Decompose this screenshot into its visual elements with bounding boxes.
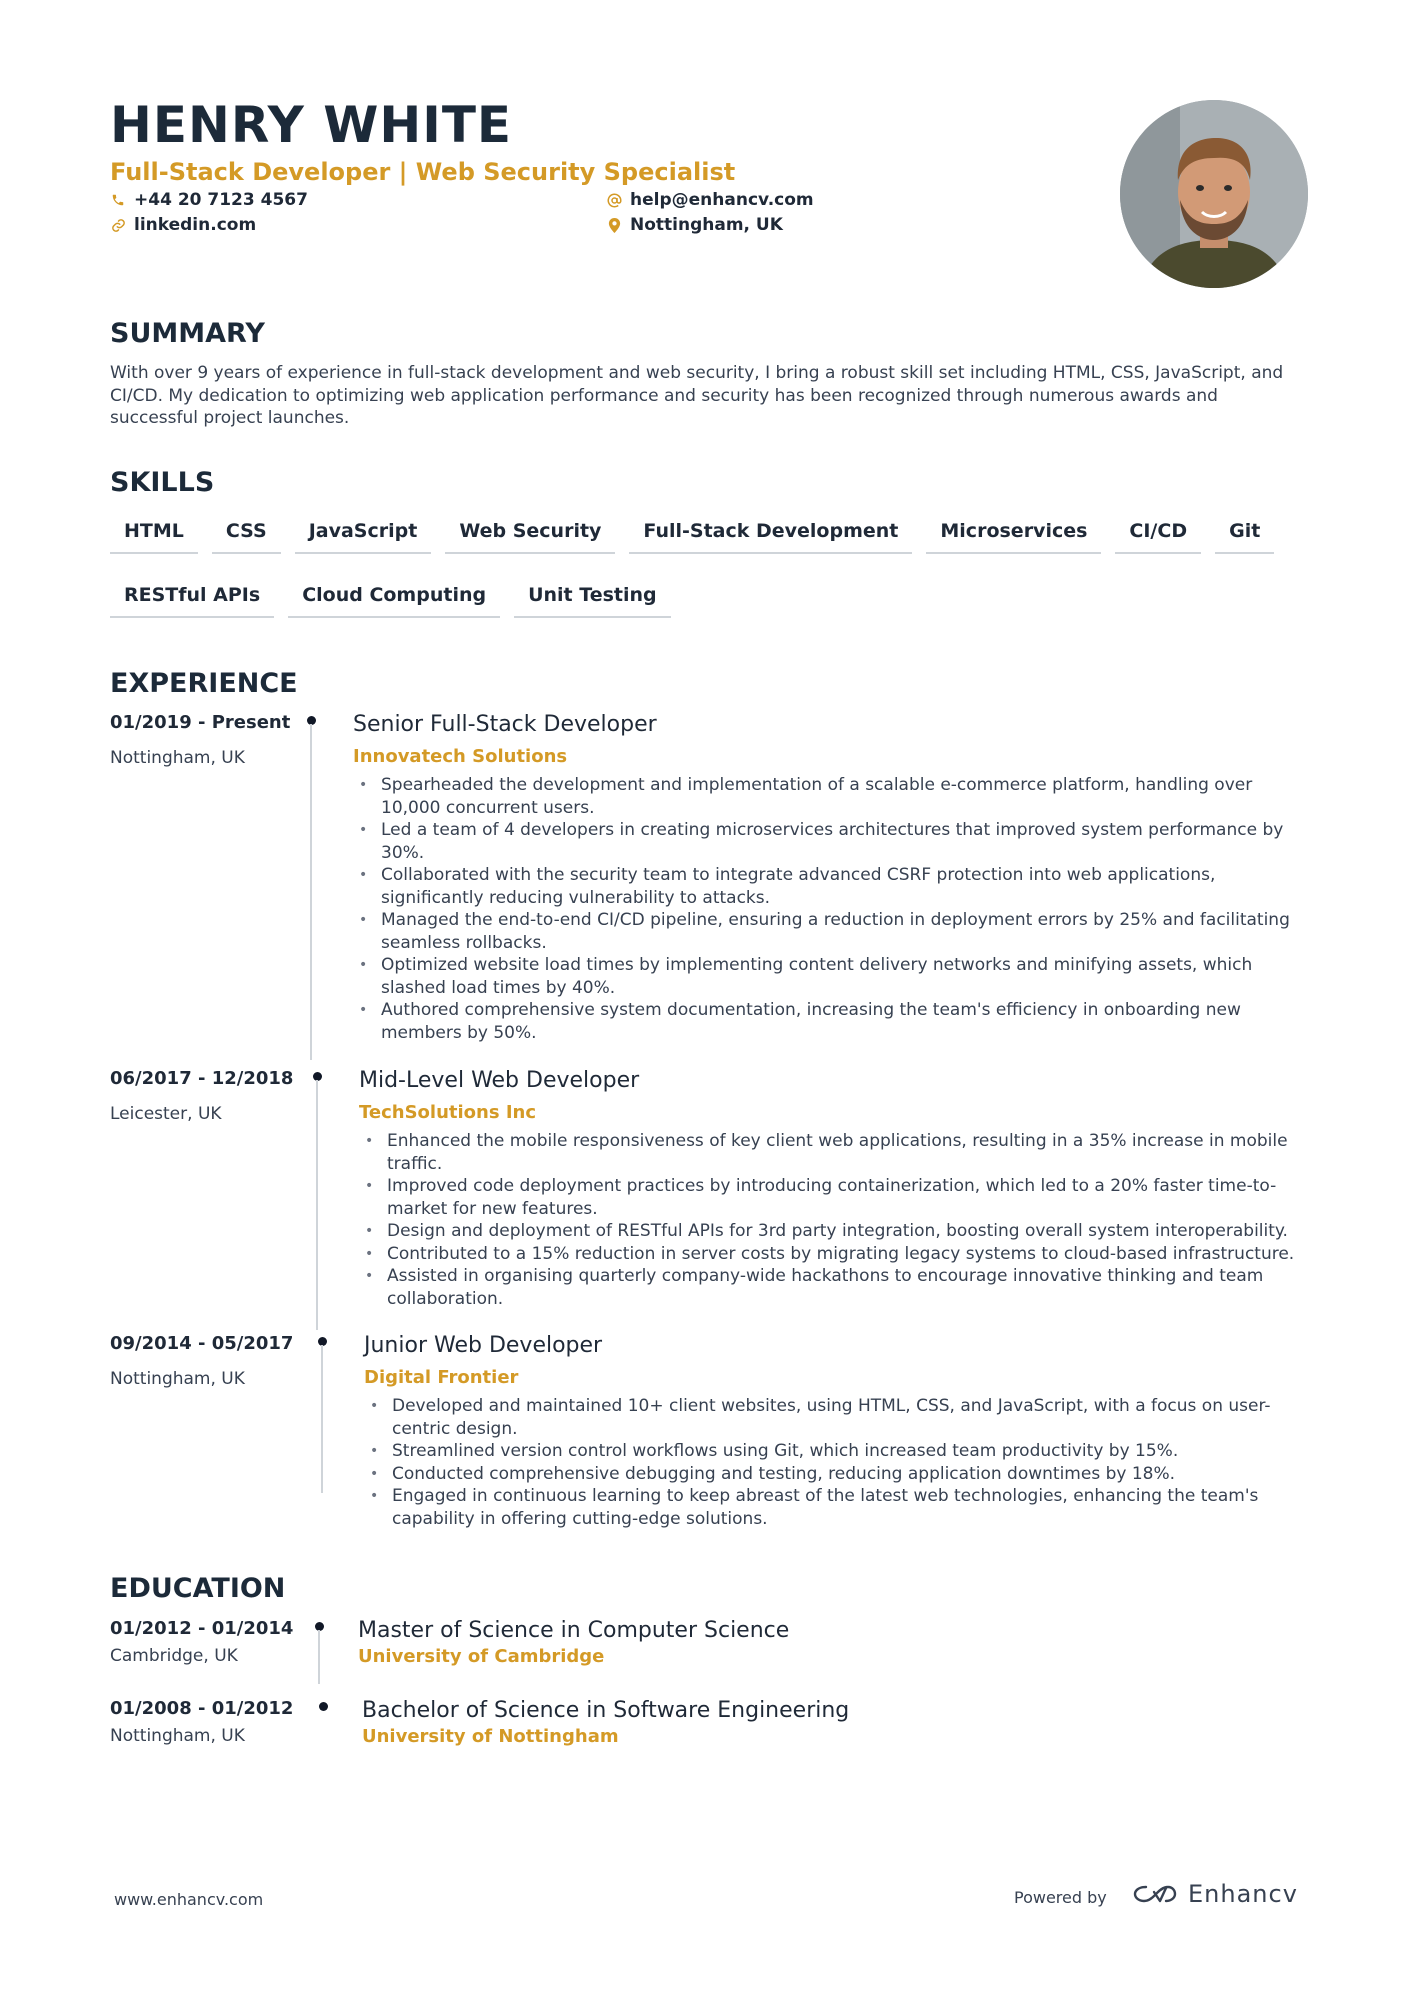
- timeline-line: [321, 1345, 323, 1493]
- skills-list: [110, 510, 1300, 618]
- entry-role: Junior Web Developer: [364, 1333, 603, 1358]
- bullet-item: • Improved code deployment practices by introducing containerization, which led to a 20% faster time-to-market for new features.: [359, 1175, 1303, 1220]
- enhancv-logo[interactable]: [1132, 1880, 1298, 1908]
- entry-degree: Master of Science in Computer Science: [358, 1618, 790, 1643]
- entry-role: Senior Full-Stack Developer: [353, 712, 657, 737]
- bullet-item: • Enhanced the mobile responsiveness of key client web applications, resulting in a 35% increase in mobile traffic.: [359, 1130, 1303, 1175]
- skill-tag: Web Security: [445, 510, 615, 554]
- email-text[interactable]: help@enhancv.com: [630, 190, 814, 210]
- entry-school: University of Nottingham: [362, 1726, 619, 1747]
- bullet-item: • Authored comprehensive system documentation, increasing the team's efficiency in onboarding new members by 50%.: [353, 999, 1303, 1044]
- bullet-item: • Spearheaded the development and implementation of a scalable e-commerce platform, handling over 10,000 concurrent users.: [353, 774, 1303, 819]
- entry-bullets: [364, 1395, 1303, 1530]
- entry-degree: Bachelor of Science in Software Engineering: [362, 1698, 850, 1723]
- entry-date: 09/2014 - 05/2017: [110, 1333, 294, 1354]
- skill-tag: JavaScript: [295, 510, 432, 554]
- bullet-item: • Streamlined version control workflows using Git, which increased team productivity by 15%.: [364, 1440, 1303, 1463]
- bullet-item: • Developed and maintained 10+ client websites, using HTML, CSS, and JavaScript, with a focus on user-centric design.: [364, 1395, 1303, 1440]
- entry-bullets: [359, 1130, 1303, 1310]
- footer-powered-by: Powered by: [1014, 1888, 1107, 1907]
- skill-tag: RESTful APIs: [110, 574, 274, 618]
- location-pin-icon: [606, 217, 622, 233]
- skill-tag: CI/CD: [1115, 510, 1201, 554]
- skill-tag: HTML: [110, 510, 198, 554]
- bullet-item: • Collaborated with the security team to integrate advanced CSRF protection into web applications, significantly reducing vulnerability to attacks.: [353, 864, 1303, 909]
- skill-tag: Full-Stack Development: [629, 510, 912, 554]
- bullet-item: • Led a team of 4 developers in creating microservices architectures that improved system performance by 30%.: [353, 819, 1303, 864]
- entry-bullets: [353, 774, 1303, 1044]
- entry-location: Cambridge, UK: [110, 1646, 238, 1666]
- timeline-dot: [319, 1702, 328, 1711]
- contact-linkedin[interactable]: [110, 215, 256, 235]
- skill-tag: Git: [1215, 510, 1274, 554]
- bullet-item: • Engaged in continuous learning to keep abreast of the latest web technologies, enhancing the team's capability in offering cutting-edge solutions.: [364, 1485, 1303, 1530]
- entry-date: 06/2017 - 12/2018: [110, 1068, 294, 1089]
- experience-heading: EXPERIENCE: [110, 668, 298, 699]
- summary-heading: SUMMARY: [110, 318, 265, 349]
- bullet-item: • Design and deployment of RESTful APIs for 3rd party integration, boosting overall system interoperability.: [359, 1220, 1303, 1243]
- timeline-line: [316, 1080, 318, 1330]
- entry-date: 01/2008 - 01/2012: [110, 1698, 294, 1719]
- entry-org: Digital Frontier: [364, 1367, 519, 1388]
- bullet-item: • Conducted comprehensive debugging and testing, reducing application downtimes by 18%.: [364, 1463, 1303, 1486]
- bullet-item: • Assisted in organising quarterly company-wide hackathons to encourage innovative thinking and team collaboration.: [359, 1265, 1303, 1310]
- candidate-headline: Full-Stack Developer | Web Security Specialist: [110, 158, 736, 186]
- skill-tag: CSS: [212, 510, 281, 554]
- entry-location: Nottingham, UK: [110, 1726, 245, 1746]
- skill-tag: Unit Testing: [514, 574, 671, 618]
- enhancv-logo-icon: [1132, 1882, 1178, 1906]
- skill-tag: Cloud Computing: [288, 574, 500, 618]
- bullet-item: • Contributed to a 15% reduction in server costs by migrating legacy systems to cloud-based infrastructure.: [359, 1243, 1303, 1266]
- contact-location: [606, 215, 783, 235]
- contact-email[interactable]: [606, 190, 814, 210]
- footer-url[interactable]: www.enhancv.com: [114, 1890, 264, 1909]
- entry-org: Innovatech Solutions: [353, 746, 568, 767]
- summary-text: With over 9 years of experience in full-stack development and web security, I bring a robust skill set including HTML, CSS, JavaScript, and CI/CD. My dedication to optimizing web application performance and security has been recognized through numerous awards and successful project launches.: [110, 363, 1284, 428]
- entry-date: 01/2012 - 01/2014: [110, 1618, 294, 1639]
- entry-location: Leicester, UK: [110, 1104, 222, 1124]
- phone-text: +44 20 7123 4567: [134, 190, 308, 210]
- timeline-line: [318, 1630, 320, 1684]
- at-icon: [606, 192, 622, 208]
- enhancv-brand-text: Enhancv: [1188, 1880, 1298, 1908]
- entry-date: 01/2019 - Present: [110, 712, 291, 733]
- profile-photo: [1120, 100, 1308, 288]
- entry-location: Nottingham, UK: [110, 748, 245, 768]
- entry-location: Nottingham, UK: [110, 1369, 245, 1389]
- contact-phone: [110, 190, 308, 210]
- education-heading: EDUCATION: [110, 1573, 286, 1604]
- link-icon: [110, 217, 126, 233]
- bullet-item: • Optimized website load times by implementing content delivery networks and minifying assets, which slashed load times by 40%.: [353, 954, 1303, 999]
- entry-school: University of Cambridge: [358, 1646, 605, 1667]
- location-text: Nottingham, UK: [630, 215, 783, 235]
- entry-org: TechSolutions Inc: [359, 1102, 537, 1123]
- phone-icon: [110, 192, 126, 208]
- skills-heading: SKILLS: [110, 467, 215, 498]
- timeline-line: [310, 724, 312, 1060]
- bullet-item: • Managed the end-to-end CI/CD pipeline, ensuring a reduction in deployment errors by 25% and facilitating seamless rollbacks.: [353, 909, 1303, 954]
- skill-tag: Microservices: [926, 510, 1101, 554]
- entry-role: Mid-Level Web Developer: [359, 1068, 640, 1093]
- linkedin-text[interactable]: linkedin.com: [134, 215, 257, 235]
- candidate-name: HENRY WHITE: [110, 96, 513, 154]
